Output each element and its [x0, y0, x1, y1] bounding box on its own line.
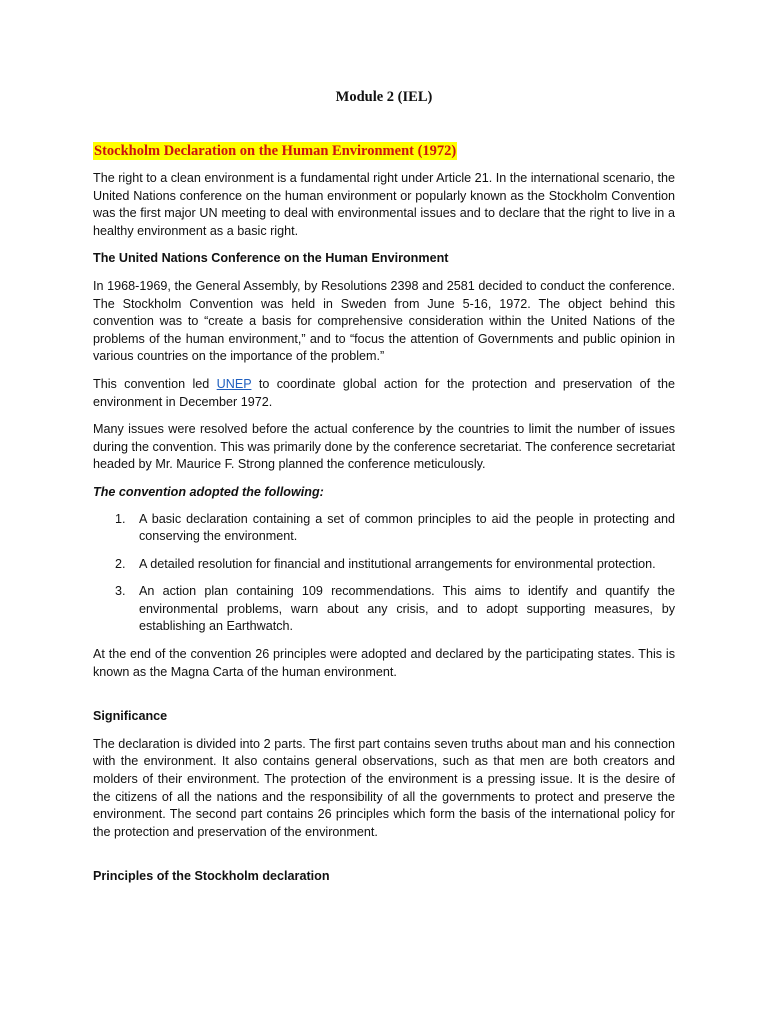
spacer	[93, 851, 675, 868]
list-item-text: An action plan containing 109 recommendations. This aims to identify and quantify the environmental problems, warn about any crisis, and to adopt supporting measures, by establishing an Earthwatch.	[139, 584, 675, 634]
list-item-number: 1.	[115, 511, 126, 526]
list-item-text: A basic declaration containing a set of common principles to aid the people in protecting and conserving the environment.	[139, 511, 675, 544]
adopted-heading: The convention adopted the following:	[93, 484, 324, 499]
list-item-text: A detailed resolution for financial and institutional arrangements for environmental protection.	[139, 556, 656, 571]
unep-link[interactable]: UNEP	[216, 376, 252, 391]
module-title: Module 2 (IEL)	[335, 89, 433, 105]
list-item	[93, 511, 675, 546]
unep-prefix: This convention led	[93, 376, 217, 391]
list-item	[93, 556, 675, 574]
section-heading: Stockholm Declaration on the Human Environment (1972)	[94, 143, 457, 159]
list-item-number: 3.	[115, 584, 126, 599]
spacer	[93, 691, 675, 708]
issues-paragraph: Many issues were resolved before the actual conference by the countries to limit the number of issues during the convention. This was primarily done by the conference secretariat. The conference secretariat headed by Mr. Maurice F. Strong planned the conference meticulously.	[93, 422, 675, 472]
principles-heading: Principles of the Stockholm declaration	[93, 869, 330, 884]
intro-paragraph: The right to a clean environment is a fundamental right under Article 21. In the international scenario, the United Nations conference on the human environment or popularly known as the Stockholm Convention was the first major UN meeting to deal with environmental issues and to declare that the right to live in a healthy environment as a basic right.	[93, 171, 675, 238]
conference-paragraph: In 1968-1969, the General Assembly, by Resolutions 2398 and 2581 decided to conduct the conference. The Stockholm Convention was held in Sweden from June 5-16, 1972. The object behind this convention was to “create a basis for comprehensive consideration within the United Nations of the problems of the human environment,” and to “focus the attention of Governments and public opinion in various countries on the importance of the problem.”	[93, 278, 675, 364]
body-flow	[93, 170, 675, 896]
significance-heading: Significance	[93, 709, 168, 724]
significance-paragraph: The declaration is divided into 2 parts. The first part contains seven truths about man and his connection with the environment. It also contains general observations, such as that men are both creators and molders of their environment. The protection of the environment is a pressing issue. It is the desire of the citizens of all the nations and the responsibility of all the governments to protect and preserve the environment. The second part contains 26 principles which form the basis of the international policy for the protection and preservation of the environment.	[93, 736, 675, 839]
adopted-list	[93, 511, 675, 637]
list-item	[93, 583, 675, 636]
conference-heading: The United Nations Conference on the Human Environment	[93, 251, 449, 266]
unep-paragraph	[93, 376, 675, 411]
unep-suffix: to coordinate global action for the protection and preservation of the environment in December 1972.	[93, 376, 676, 409]
principles-adopted-paragraph: At the end of the convention 26 principles were adopted and declared by the participating states. This is known as the Magna Carta of the human environment.	[93, 647, 675, 679]
list-item-number: 2.	[115, 556, 126, 571]
